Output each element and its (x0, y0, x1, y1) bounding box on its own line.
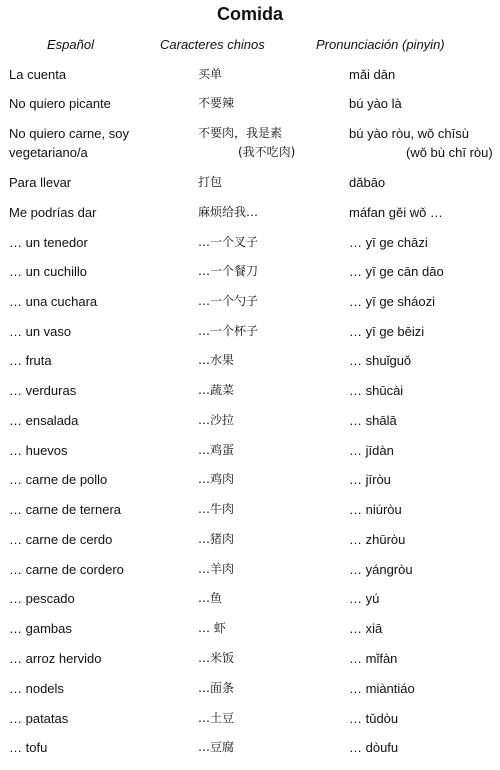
spanish-cell: … nodels (9, 681, 64, 696)
chinese-cell: …鱼 (198, 591, 223, 605)
chinese-cell: …米饭 (198, 651, 235, 665)
pinyin-cell: … zhūròu (349, 532, 406, 547)
pinyin-cell: … yú (349, 591, 380, 606)
pinyin-cell: máfan gěi wǒ … (349, 205, 443, 220)
chinese-cell: …猪肉 (198, 532, 235, 546)
pinyin-cell: … miàntiáo (349, 681, 415, 696)
spanish-cell: … tofu (9, 740, 48, 755)
pinyin-cell: … shūcài (349, 383, 404, 398)
spanish-cell: … una cuchara (9, 294, 98, 309)
pinyin-cell: bú yào là (349, 96, 402, 111)
chinese-cell: …羊肉 (198, 562, 235, 576)
chinese-cell: …蔬菜 (198, 383, 235, 397)
pinyin-cell: … yángròu (349, 562, 413, 577)
pinyin-cell: dǎbāo (349, 175, 386, 190)
spanish-cell: … ensalada (9, 413, 79, 428)
chinese-text: 不要肉，我是素 (198, 126, 283, 140)
chinese-cell: …鸡肉 (198, 472, 235, 486)
spanish-cell: No quiero carne, soy vegetariano/a (9, 126, 129, 160)
chinese-cell: …鸡蛋 (198, 443, 235, 457)
pinyin-cell: … yī ge cān dāo (349, 264, 444, 279)
spanish-cell: … huevos (9, 443, 68, 458)
spanish-cell: … gambas (9, 621, 72, 636)
spanish-cell: Para llevar (9, 175, 72, 190)
header-chinese: Caracteres chinos (160, 37, 265, 52)
spanish-cell: … un cuchillo (9, 264, 88, 279)
chinese-cell: …土豆 (198, 711, 235, 725)
pinyin-text: bú yào ròu, wǒ chīsù (349, 126, 469, 141)
spanish-cell: … patatas (9, 711, 69, 726)
page-title: Comida (216, 4, 283, 24)
spanish-cell: La cuenta (9, 67, 67, 82)
pinyin-cell: … niúròu (349, 502, 402, 517)
pinyin-cell: … yī ge bēizi (349, 324, 425, 339)
spanish-cell: … verduras (9, 383, 77, 398)
chinese-cell: 麻烦给我… (198, 205, 259, 219)
spanish-cell: … carne de cerdo (9, 532, 113, 547)
pinyin-cell: … jīdàn (349, 443, 394, 458)
spanish-cell: … carne de pollo (9, 472, 108, 487)
chinese-cell: …一个杯子 (198, 324, 259, 338)
spanish-cell: … pescado (9, 591, 75, 606)
chinese-cell: …一个餐刀 (198, 264, 259, 278)
chinese-cell: …一个勺子 (198, 294, 259, 308)
pinyin-cell (349, 124, 499, 160)
chinese-cell: …水果 (198, 353, 235, 367)
chinese-note: (我不吃肉) (238, 145, 296, 159)
pinyin-cell: … shuǐguǒ (349, 353, 412, 368)
pinyin-cell: mǎi dān (349, 67, 396, 82)
spanish-cell: No quiero picante (9, 96, 111, 111)
chinese-cell: …牛肉 (198, 502, 235, 516)
spanish-cell: … arroz hervido (9, 651, 102, 666)
spanish-cell: … un vaso (9, 324, 72, 339)
spanish-cell: … carne de ternera (9, 502, 122, 517)
spanish-cell: Me podrías dar (9, 205, 97, 220)
pinyin-cell: … jīròu (349, 472, 391, 487)
pinyin-cell: … yī ge chāzi (349, 235, 428, 250)
chinese-cell: … 虾 (198, 621, 226, 635)
spanish-cell: … fruta (9, 353, 52, 368)
chinese-cell (198, 124, 328, 159)
pinyin-cell: … xiā (349, 621, 383, 636)
pinyin-cell: … tǔdòu (349, 711, 399, 726)
header-pinyin: Pronunciación (pinyin) (316, 37, 445, 52)
spanish-cell: … un tenedor (9, 235, 88, 250)
pinyin-cell: … mǐfàn (349, 651, 398, 666)
pinyin-note: (wǒ bù chī ròu) (406, 145, 493, 160)
chinese-cell: …面条 (198, 681, 235, 695)
pinyin-cell: … shālā (349, 413, 397, 428)
chinese-cell: …豆腐 (198, 740, 235, 754)
chinese-cell: …一个叉子 (198, 235, 259, 249)
chinese-cell: …沙拉 (198, 413, 235, 427)
chinese-cell: 打包 (198, 175, 223, 189)
pinyin-cell: … dòufu (349, 740, 399, 755)
pinyin-cell: … yī ge sháozi (349, 294, 435, 309)
chinese-cell: 不要辣 (198, 96, 235, 110)
header-spanish: Español (47, 37, 94, 52)
spanish-cell: … carne de cordero (9, 562, 124, 577)
chinese-cell: 买单 (198, 67, 223, 81)
